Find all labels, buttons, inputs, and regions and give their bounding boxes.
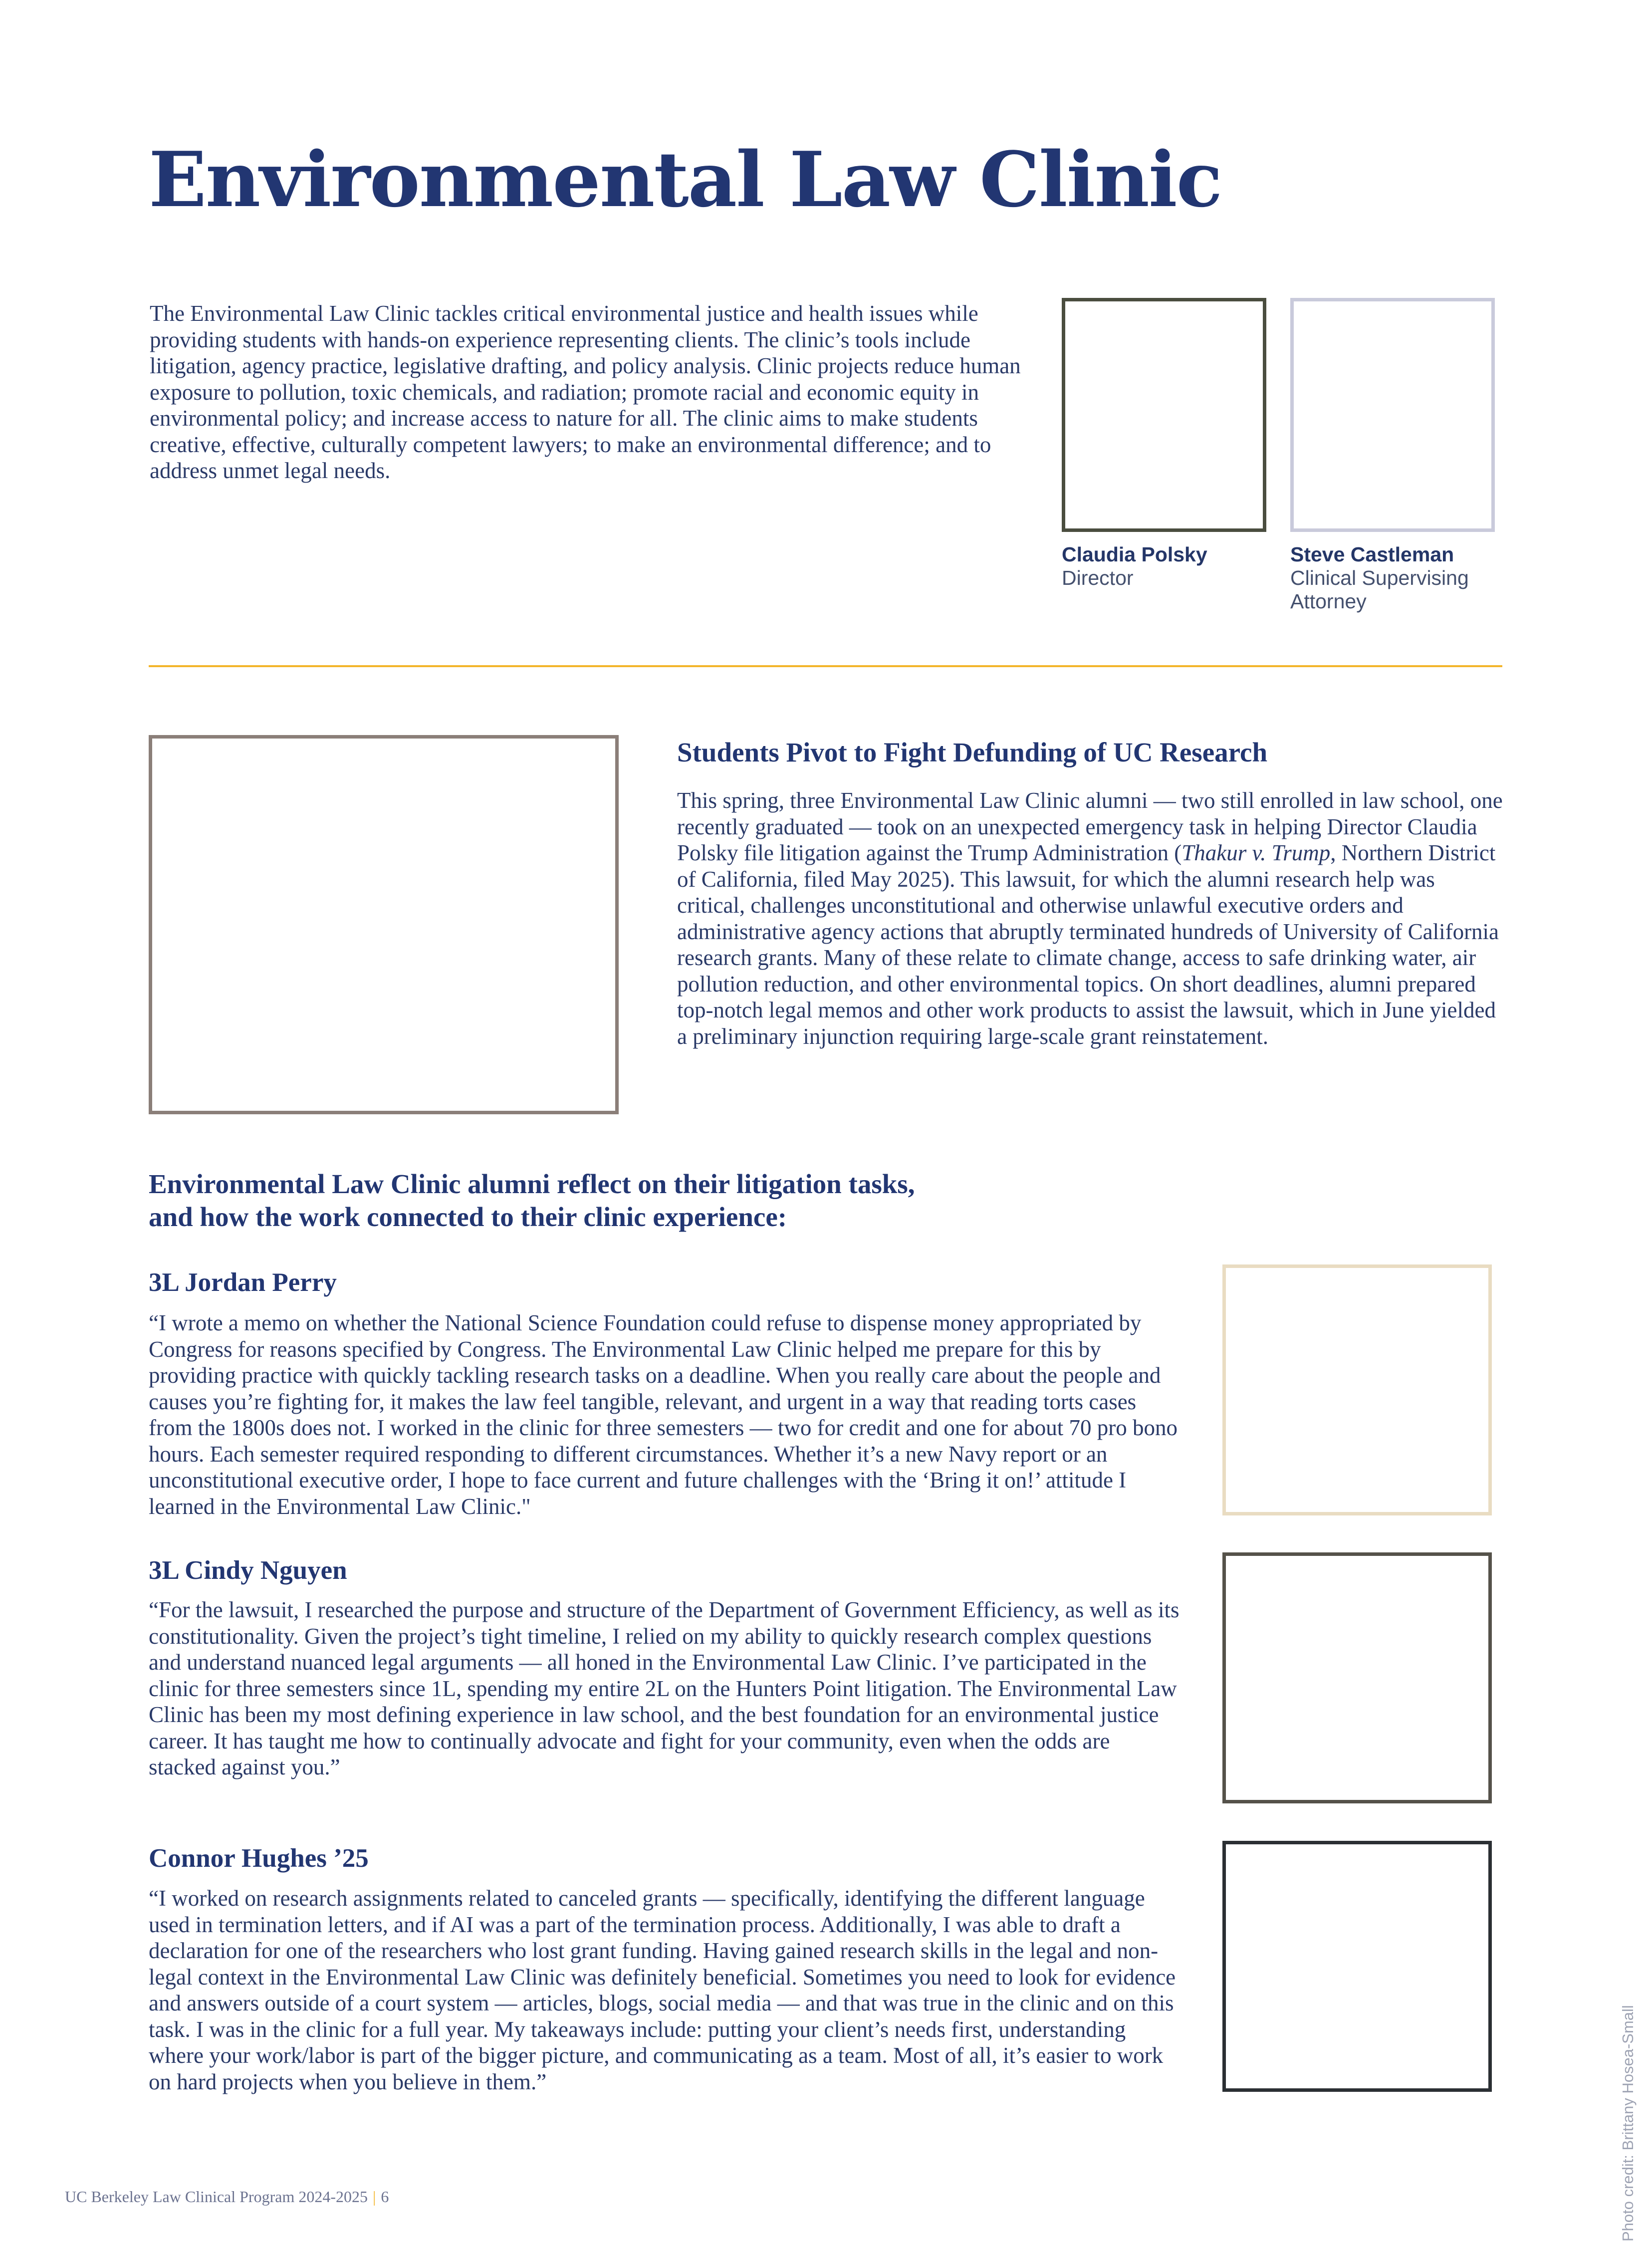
alumni-name-connor-hughes: Connor Hughes ’25 [149, 1844, 369, 1873]
connor-hughes-photo [1222, 1841, 1492, 2092]
steve-castleman-photo [1290, 298, 1495, 532]
staff-role: Director [1062, 566, 1134, 589]
photo-credit: Photo credit: Brittany Hosea-Small [1619, 2005, 1637, 2242]
claudia-polsky-photo [1062, 298, 1266, 532]
cindy-nguyen-photo [1222, 1552, 1492, 1803]
feature-photo [149, 735, 619, 1114]
alumni-name-jordan-perry: 3L Jordan Perry [149, 1268, 337, 1297]
reflections-heading: Environmental Law Clinic alumni reflect on their litigation tasks, and how the work connected to their clinic experience: [149, 1169, 915, 1232]
staff-name: Claudia Polsky [1062, 543, 1207, 566]
alumni-quote-cindy-nguyen: “For the lawsuit, I researched the purpose and structure of the Department of Government Efficiency, as well as its constitutionality. Given the project’s tight timeline, I relied on my ability to quickly research complex questions and understand nuanced legal arguments — all honed in the Environmental Law Clinic. I’ve participated in the clinic for three semesters since 1L, spending my entire 2L on the Hunters Point litigation. The Environmental Law Clinic has been my most defining experience in law school, and the best foundation for an environmental justice career. It has taught me how to continually advocate and fight for your community, even when the odds are stacked against you.” [149, 1597, 1180, 1779]
staff-role: Clinical Supervising Attorney [1290, 566, 1469, 613]
alumni-quote-jordan-perry: “I wrote a memo on whether the National Science Foundation could refuse to dispense money appropriated by Congress for reasons specified by Congress. The Environmental Law Clinic helped me prepare for this by providing practice with quickly tackling research tasks on a deadline. When you really care about the people and causes you’re fighting for, it makes the law feel tangible, relevant, and urgent in a way that reading torts cases from the 1800s does not. I worked in the clinic for three semesters — two for credit and one for about 70 pro bono hours. Each semester required responding to different circumstances. Whether it’s a new Navy report or an unconstitutional executive order, I hope to face current and future challenges with the ‘Bring it on!’ attitude I learned in the Environmental Law Clinic." [149, 1310, 1178, 1519]
staff-card-attorney [1290, 542, 1510, 613]
page-title: Environmental Law Clinic [149, 135, 1222, 224]
page-number: 6 [381, 2188, 389, 2206]
alumni-name-cindy-nguyen: 3L Cindy Nguyen [149, 1556, 347, 1585]
section-divider [149, 665, 1502, 667]
staff-card-director [1062, 542, 1271, 590]
feature-body: This spring, three Environmental Law Clinic alumni — two still enrolled in law school, one recently graduated — took on an unexpected emergency task in helping Director Claudia Polsky file litigation against the Trump Administration (Thakur v. Trump, Northern District of California, filed May 2025). This lawsuit, for which the alumni research help was critical, challenges unconstitutional and otherwise unlawful executive orders and administrative agency actions that abruptly terminated hundreds of University of California research grants. Many of these relate to climate change, access to safe drinking water, air pollution reduction, and other environmental topics. On short deadlines, alumni prepared top-notch legal memos and other work products to assist the lawsuit, which in June yielded a preliminary injunction requiring large-scale grant reinstatement. [677, 788, 1503, 1049]
staff-name: Steve Castleman [1290, 543, 1454, 566]
page-footer: UC Berkeley Law Clinical Program 2024-2025 | 6 [65, 2188, 389, 2206]
alumni-quote-connor-hughes: “I worked on research assignments related to canceled grants — specifically, identifying the different language used in termination letters, and if AI was a part of the termination process. Additionally, I was able to draft a declaration for one of the researchers who lost grant funding. Having gained research skills in the legal and non-legal context in the Environmental Law Clinic was definitely beneficial. Sometimes you need to look for evidence and answers outside of a court system — articles, blogs, social media — and that was true in the clinic and on this task. I was in the clinic for a full year. My takeaways include: putting your client’s needs first, understanding where your work/labor is part of the bigger picture, and communicating as a team. Most of all, it’s easier to work on hard projects when you believe in them.” [149, 1886, 1176, 2094]
jordan-perry-photo [1222, 1264, 1492, 1515]
feature-heading: Students Pivot to Fight Defunding of UC Research [677, 737, 1268, 767]
intro-paragraph: The Environmental Law Clinic tackles critical environmental justice and health issues while providing students with hands-on experience representing clients. The clinic’s tools include litigation, agency practice, legislative drafting, and policy analysis. Clinic projects reduce human exposure to pollution, toxic chemicals, and radiation; promote racial and economic equity in environmental policy; and increase access to nature for all. The clinic aims to make students creative, effective, culturally competent lawyers; to make an environmental difference; and to address unmet legal needs. [150, 301, 1021, 483]
case-name: Thakur v. Trump [1181, 840, 1331, 865]
